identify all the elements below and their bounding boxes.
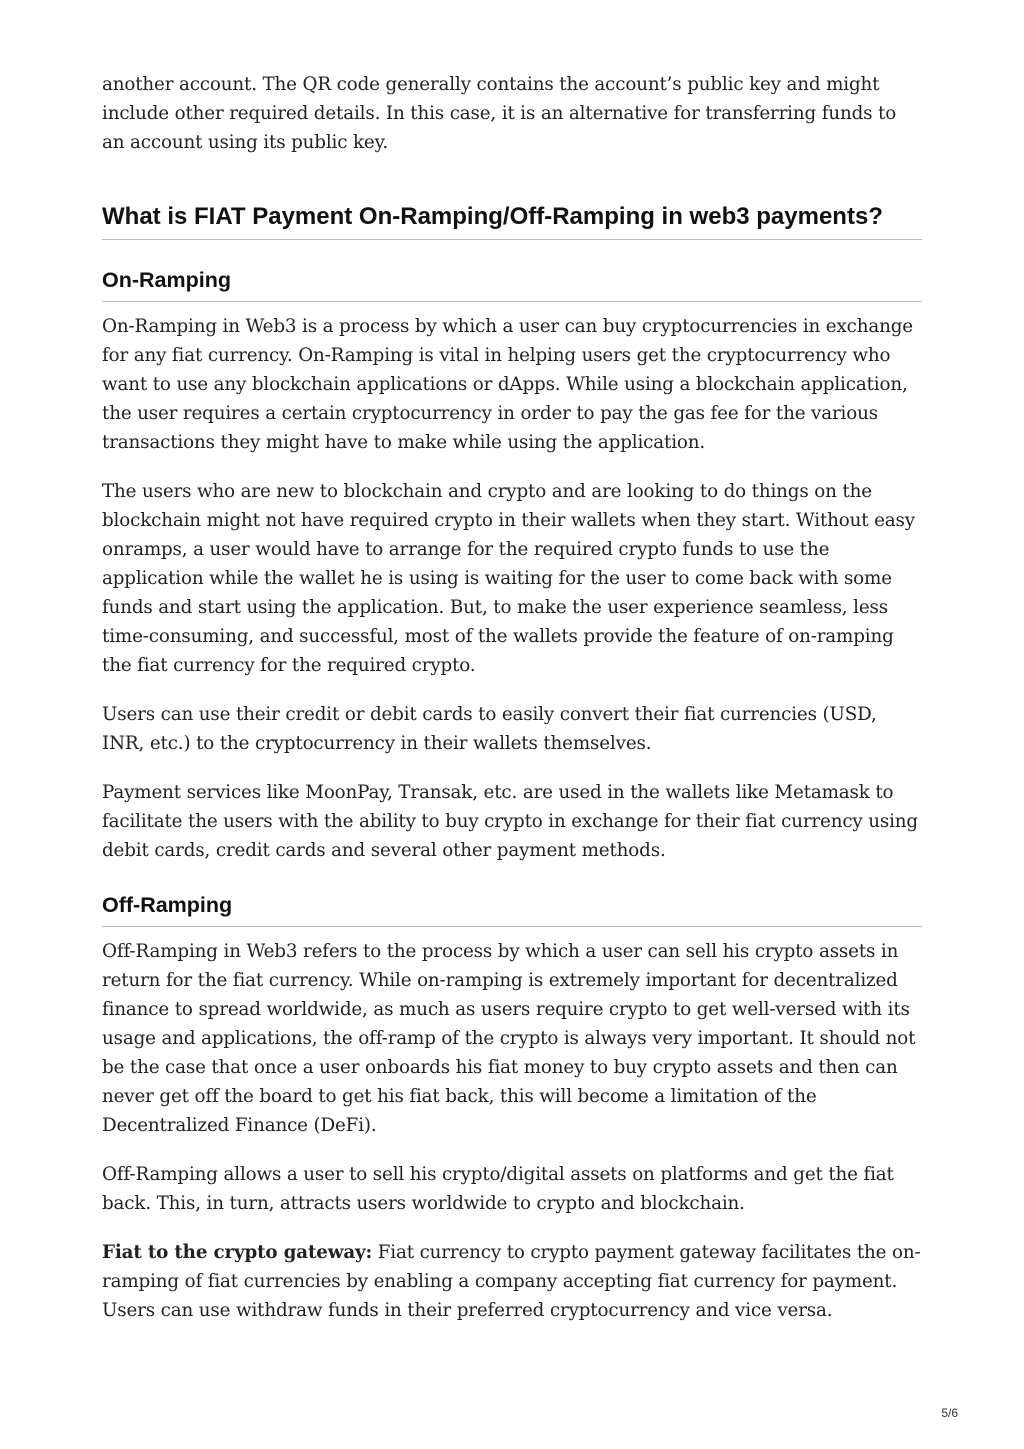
off-ramping-paragraph-1: Off-Ramping in Web3 refers to the process by which a user can sell his crypto assets in return for the fiat currency. While on-ramping is extremely important for decentralized finance to spread worldwide, as much as users require crypto to get well-versed with its usage and applications, the off-ramp of the crypto is always very important. It should not be the case that once a user onboards his fiat money to buy crypto assets and then can never get off the board to get his fiat back, this will become a limitation of the Decentralized Finance (DeFi). xyxy=(102,941,916,1136)
on-ramping-paragraph-2: The users who are new to blockchain and crypto and are looking to do things on the blockchain might not have required crypto in their wallets when they start. Without easy onramps, a user would have to arrange for the required crypto funds to use the application while the wallet he is using is waiting for the user to come back with some funds and start using the application. But, to make the user experience seamless, less time-consuming, and successful, most of the wallets provide the feature of on-ramping the fiat currency for the required crypto. xyxy=(102,481,915,676)
off-ramping-paragraph-2: Off-Ramping allows a user to sell his crypto/digital assets on platforms and get the fiat back. This, in turn, attracts users worldwide to crypto and blockchain. xyxy=(102,1164,894,1214)
off-ramping-heading: Off-Ramping xyxy=(102,893,233,917)
gateway-text: Fiat currency to crypto payment gateway facilitates the on-ramping of fiat currencies by enabling a company accepting fiat currency for payment. Users can use withdraw funds in their preferred cryptocurrency and vice versa. xyxy=(102,1242,921,1321)
on-ramping-heading: On-Ramping xyxy=(102,268,231,292)
gateway-paragraph xyxy=(102,1238,922,1325)
document-page xyxy=(102,70,922,1325)
on-ramping-paragraph-3: Users can use their credit or debit cards to easily convert their fiat currencies (USD, INR, etc.) to the cryptocurrency in their wallets themselves. xyxy=(102,704,877,754)
section-heading: What is FIAT Payment On-Ramping/Off-Ramping in web3 payments? xyxy=(102,203,883,230)
page-number: 5/6 xyxy=(941,1406,958,1420)
on-ramping-paragraph-1: On-Ramping in Web3 is a process by which a user can buy cryptocurrencies in exchange for any fiat currency. On-Ramping is vital in helping users get the cryptocurrency who want to use any blockchain applications or dApps. While using a blockchain application, the user requires a certain cryptocurrency in order to pay the gas fee for the various transactions they might have to make while using the application. xyxy=(102,316,913,453)
intro-paragraph: another account. The QR code generally contains the account’s public key and might include other required details. In this case, it is an alternative for transferring funds to an account using its public key. xyxy=(102,74,897,153)
gateway-label: Fiat to the crypto gateway: xyxy=(102,1242,373,1263)
on-ramping-paragraph-4: Payment services like MoonPay, Transak, etc. are used in the wallets like Metamask to facilitate the users with the ability to buy crypto in exchange for their fiat currency using debit cards, credit cards and several other payment methods. xyxy=(102,782,918,861)
